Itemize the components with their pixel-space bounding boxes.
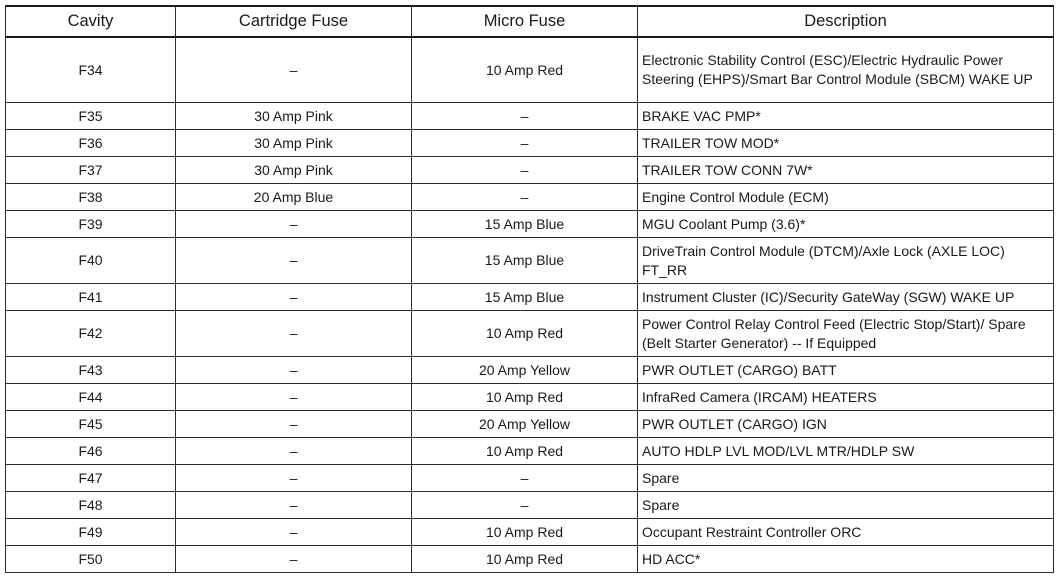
table-row	[6, 492, 1054, 519]
header-micro-fuse: Micro Fuse	[412, 6, 638, 37]
cavity-cell: F39	[6, 211, 176, 238]
description-cell: Occupant Restraint Controller ORC	[638, 519, 1054, 546]
description-cell: DriveTrain Control Module (DTCM)/Axle Lock (AXLE LOC) FT_RR	[638, 238, 1054, 284]
description-cell: Spare	[638, 492, 1054, 519]
cartridge-fuse-cell: –	[176, 311, 412, 357]
description-cell: BRAKE VAC PMP*	[638, 103, 1054, 130]
cartridge-fuse-cell: –	[176, 465, 412, 492]
cavity-cell: F34	[6, 37, 176, 103]
description-cell: HD ACC*	[638, 546, 1054, 573]
description-cell: Spare	[638, 465, 1054, 492]
cavity-cell: F50	[6, 546, 176, 573]
micro-fuse-cell: 20 Amp Yellow	[412, 411, 638, 438]
cavity-cell: F49	[6, 519, 176, 546]
micro-fuse-cell: 10 Amp Red	[412, 546, 638, 573]
cartridge-fuse-cell: 20 Amp Blue	[176, 184, 412, 211]
header-description: Description	[638, 6, 1054, 37]
micro-fuse-cell: 20 Amp Yellow	[412, 357, 638, 384]
cartridge-fuse-cell: –	[176, 492, 412, 519]
cartridge-fuse-cell: –	[176, 546, 412, 573]
cavity-cell: F46	[6, 438, 176, 465]
cartridge-fuse-cell: 30 Amp Pink	[176, 157, 412, 184]
micro-fuse-cell: –	[412, 184, 638, 211]
cartridge-fuse-cell: –	[176, 211, 412, 238]
table-row	[6, 284, 1054, 311]
cavity-cell: F47	[6, 465, 176, 492]
micro-fuse-cell: –	[412, 130, 638, 157]
micro-fuse-cell: –	[412, 157, 638, 184]
table-row	[6, 311, 1054, 357]
micro-fuse-cell: 15 Amp Blue	[412, 211, 638, 238]
description-cell: TRAILER TOW CONN 7W*	[638, 157, 1054, 184]
table-row	[6, 238, 1054, 284]
cartridge-fuse-cell: 30 Amp Pink	[176, 103, 412, 130]
description-cell: InfraRed Camera (IRCAM) HEATERS	[638, 384, 1054, 411]
cavity-cell: F35	[6, 103, 176, 130]
cartridge-fuse-cell: –	[176, 357, 412, 384]
header-row	[6, 6, 1054, 37]
micro-fuse-cell: –	[412, 103, 638, 130]
cavity-cell: F40	[6, 238, 176, 284]
cavity-cell: F45	[6, 411, 176, 438]
cavity-cell: F42	[6, 311, 176, 357]
cavity-cell: F48	[6, 492, 176, 519]
micro-fuse-cell: 10 Amp Red	[412, 519, 638, 546]
cartridge-fuse-cell: –	[176, 411, 412, 438]
table-row	[6, 519, 1054, 546]
micro-fuse-cell: 10 Amp Red	[412, 438, 638, 465]
cartridge-fuse-cell: –	[176, 238, 412, 284]
description-cell: PWR OUTLET (CARGO) IGN	[638, 411, 1054, 438]
description-cell: MGU Coolant Pump (3.6)*	[638, 211, 1054, 238]
cavity-cell: F36	[6, 130, 176, 157]
micro-fuse-cell: 10 Amp Red	[412, 311, 638, 357]
table-row	[6, 184, 1054, 211]
cartridge-fuse-cell: –	[176, 284, 412, 311]
table-row	[6, 411, 1054, 438]
table-row	[6, 157, 1054, 184]
cavity-cell: F44	[6, 384, 176, 411]
table-row	[6, 465, 1054, 492]
micro-fuse-cell: 15 Amp Blue	[412, 238, 638, 284]
cavity-cell: F41	[6, 284, 176, 311]
description-cell: Instrument Cluster (IC)/Security GateWay (SGW) WAKE UP	[638, 284, 1054, 311]
table-row	[6, 130, 1054, 157]
micro-fuse-cell: 15 Amp Blue	[412, 284, 638, 311]
cartridge-fuse-cell: –	[176, 37, 412, 103]
description-cell: Power Control Relay Control Feed (Electric Stop/Start)/ Spare (Belt Starter Generator) -- If Equipped	[638, 311, 1054, 357]
description-cell: TRAILER TOW MOD*	[638, 130, 1054, 157]
header-cavity: Cavity	[6, 6, 176, 37]
cavity-cell: F43	[6, 357, 176, 384]
table-row	[6, 37, 1054, 103]
cavity-cell: F37	[6, 157, 176, 184]
description-cell: Electronic Stability Control (ESC)/Electric Hydraulic Power Steering (EHPS)/Smart Bar Control Module (SBCM) WAKE UP	[638, 37, 1054, 103]
cartridge-fuse-cell: 30 Amp Pink	[176, 130, 412, 157]
description-cell: PWR OUTLET (CARGO) BATT	[638, 357, 1054, 384]
table-row	[6, 546, 1054, 573]
cartridge-fuse-cell: –	[176, 519, 412, 546]
micro-fuse-cell: –	[412, 465, 638, 492]
table-row	[6, 211, 1054, 238]
description-cell: Engine Control Module (ECM)	[638, 184, 1054, 211]
fuse-table	[5, 5, 1054, 573]
table-row	[6, 438, 1054, 465]
micro-fuse-cell: –	[412, 492, 638, 519]
micro-fuse-cell: 10 Amp Red	[412, 37, 638, 103]
micro-fuse-cell: 10 Amp Red	[412, 384, 638, 411]
table-row	[6, 357, 1054, 384]
table-row	[6, 384, 1054, 411]
header-cartridge-fuse: Cartridge Fuse	[176, 6, 412, 37]
table-row	[6, 103, 1054, 130]
cartridge-fuse-cell: –	[176, 438, 412, 465]
cavity-cell: F38	[6, 184, 176, 211]
description-cell: AUTO HDLP LVL MOD/LVL MTR/HDLP SW	[638, 438, 1054, 465]
cartridge-fuse-cell: –	[176, 384, 412, 411]
